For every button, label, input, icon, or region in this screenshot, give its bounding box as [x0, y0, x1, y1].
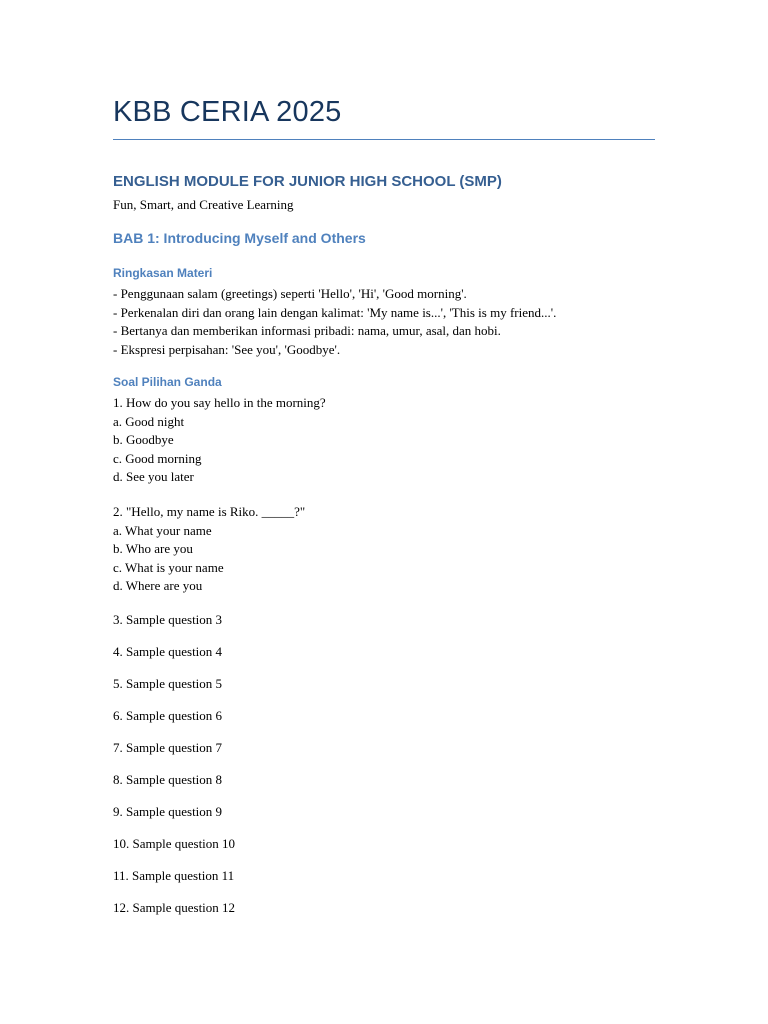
document-title: KBB CERIA 2025	[113, 96, 342, 128]
question-11	[113, 867, 234, 886]
question-2	[113, 503, 305, 596]
question-6	[113, 707, 222, 726]
question-4	[113, 643, 222, 662]
question-7	[113, 739, 222, 758]
summary-line: - Ekspresi perpisahan: 'See you', 'Goodbye'.	[113, 341, 341, 357]
question-1	[113, 394, 326, 487]
question-text: 1. How do you say hello in the morning?	[113, 395, 326, 410]
answer-option: d. Where are you	[113, 578, 203, 594]
question-3	[113, 611, 222, 630]
module-subtitle: Fun, Smart, and Creative Learning	[113, 197, 294, 212]
document-page	[113, 0, 655, 1024]
question-8	[113, 771, 222, 790]
answer-option: d. See you later	[113, 469, 194, 485]
quiz-heading: Soal Pilihan Ganda	[113, 375, 222, 389]
answer-option: c. What is your name	[113, 559, 224, 575]
question-text: 4. Sample question 4	[113, 644, 223, 659]
title-underline	[113, 139, 655, 140]
answer-option: c. Good morning	[113, 450, 202, 466]
question-text: 9. Sample question 9	[113, 804, 223, 819]
summary-list	[113, 285, 556, 359]
question-9	[113, 803, 222, 822]
question-text: 11. Sample question 11	[113, 868, 235, 883]
answer-option: a. What your name	[113, 522, 212, 538]
answer-option: b. Who are you	[113, 541, 193, 557]
question-12	[113, 899, 235, 918]
summary-line: - Penggunaan salam (greetings) seperti 'Hello', 'Hi', 'Good morning'.	[113, 286, 467, 301]
question-text: 7. Sample question 7	[113, 740, 223, 755]
summary-line: - Bertanya dan memberikan informasi pribadi: nama, umur, asal, dan hobi.	[113, 323, 501, 339]
question-text: 8. Sample question 8	[113, 772, 223, 787]
answer-option: b. Goodbye	[113, 432, 174, 448]
question-text: 12. Sample question 12	[113, 900, 236, 915]
answer-option: a. Good night	[113, 413, 185, 429]
question-10	[113, 835, 235, 854]
question-text: 5. Sample question 5	[113, 676, 223, 691]
chapter-heading: BAB 1: Introducing Myself and Others	[113, 230, 366, 246]
summary-heading: Ringkasan Materi	[113, 266, 213, 280]
question-text: 10. Sample question 10	[113, 836, 236, 851]
question-text: 3. Sample question 3	[113, 612, 223, 627]
question-text: 6. Sample question 6	[113, 708, 223, 723]
summary-line: - Perkenalan diri dan orang lain dengan kalimat: 'My name is...', 'This is my friend...'.	[113, 304, 557, 320]
question-5	[113, 675, 222, 694]
question-text: 2. "Hello, my name is Riko. _____?"	[113, 504, 306, 519]
module-heading: ENGLISH MODULE FOR JUNIOR HIGH SCHOOL (SMP)	[113, 173, 502, 190]
